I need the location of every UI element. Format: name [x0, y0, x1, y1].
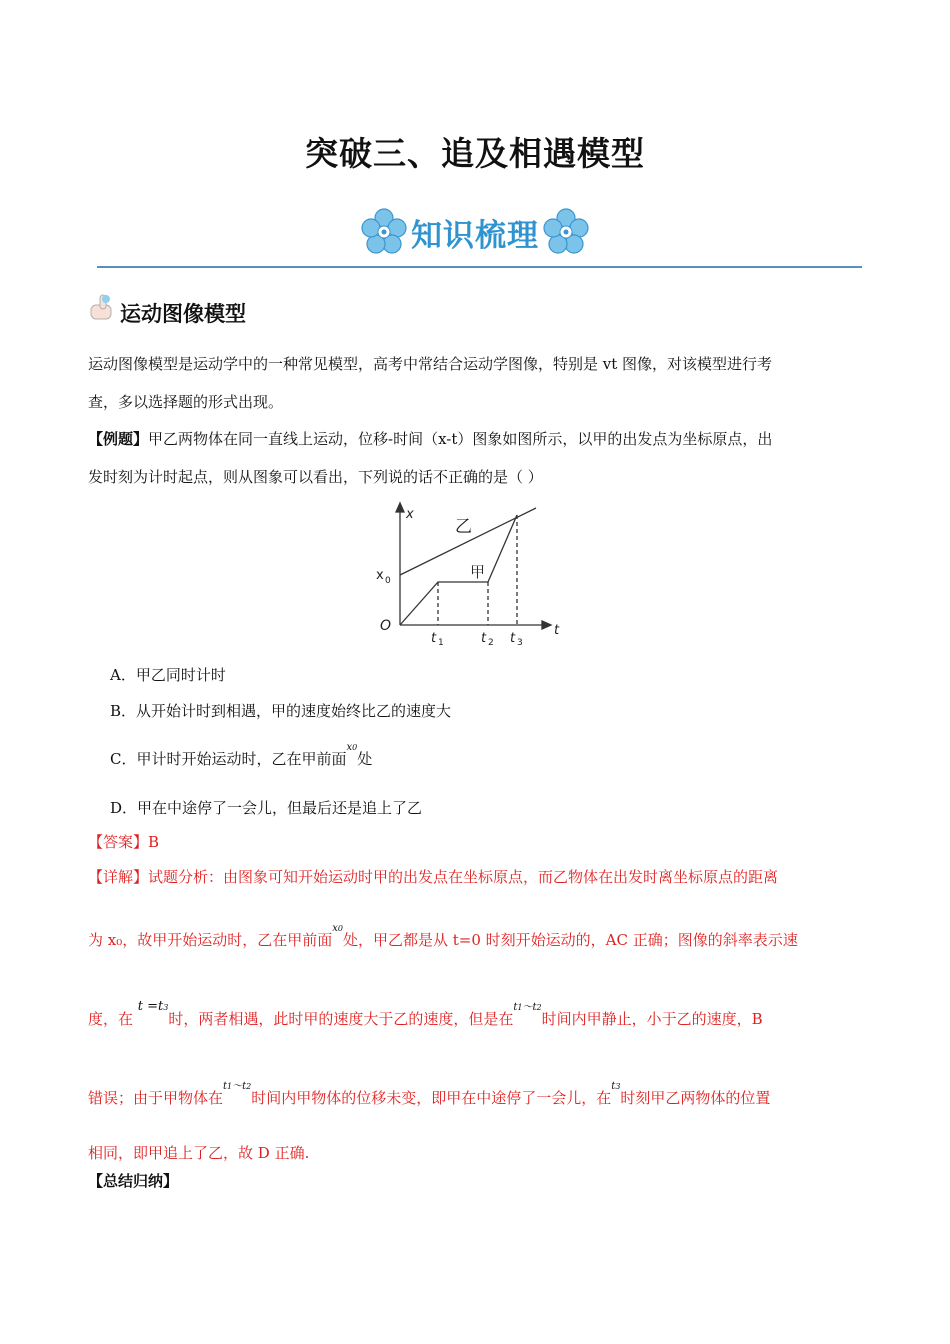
example-line: 发时刻为计时起点，则从图象可以看出，下列说的话不正确的是（ ） [88, 468, 543, 486]
detail-line: 为 x₀，故甲开始运动时，乙在甲前面 [88, 931, 333, 949]
detail-tag: 【详解】 [88, 868, 149, 886]
detail-t3: t3 [611, 1081, 621, 1092]
example-paragraph [88, 420, 864, 496]
option-c-text-end: 处 [357, 750, 373, 768]
detail-eq: t =t3 [137, 999, 169, 1014]
option-c [110, 742, 373, 769]
detail-line: 错误；由于甲物体在 [88, 1089, 224, 1107]
detail-line: 处，甲乙都是从 t=0 时刻开始运动的，AC 正确；图像的斜率表示速 [342, 931, 798, 949]
y-axis-arrow [396, 503, 404, 512]
detail-line: 相同，即甲追上了乙，故 D 正确. [88, 1144, 310, 1162]
detail-paragraph [88, 858, 864, 1172]
flower-icon [359, 207, 409, 257]
detail-range: t1～t2 [513, 1002, 542, 1013]
tick-t1-sub: 1 [438, 638, 444, 648]
detail-line: 时，两者相遇，此时甲的速度大于乙的速度，但是在 [168, 1010, 514, 1028]
x0-label: x [376, 568, 384, 583]
tick-t1: t [431, 631, 437, 646]
detail-line: 时间内甲物体的位移未变，即甲在中途停了一会儿，在 [251, 1089, 612, 1107]
xt-graph [368, 500, 578, 650]
intro-paragraph [88, 345, 864, 421]
section-header [88, 288, 246, 328]
detail-line: 度，在 [88, 1010, 134, 1028]
origin-label: O [380, 618, 392, 634]
tick-t3-sub: 3 [517, 638, 523, 648]
knowledge-banner [340, 200, 610, 264]
section-title: 运动图像模型 [120, 302, 246, 326]
option-c-text: C．甲计时开始运动时，乙在甲前面 [110, 750, 347, 768]
detail-line: 试题分析：由图象可知开始运动时甲的出发点在坐标原点，而乙物体在出发时离坐标原点的距离 [148, 868, 779, 886]
option-c-var: x0 [346, 742, 358, 753]
axis-y-label: x [406, 507, 414, 522]
intro-line: 查，多以选择题的形式出现。 [88, 393, 284, 411]
divider [97, 266, 862, 268]
label-jia: 甲 [470, 563, 486, 581]
hand-pointer-icon [88, 293, 116, 323]
x0-subscript: 0 [385, 576, 391, 586]
flower-icon [541, 207, 591, 257]
detail-var: x0 [332, 923, 343, 934]
example-tag: 【例题】 [88, 430, 149, 448]
x-axis-arrow [542, 621, 551, 629]
answer-tag: 【答案】 [88, 833, 149, 851]
answer-value: B [148, 833, 160, 851]
option-a: A．甲乙同时计时 [110, 666, 226, 684]
summary-tag: 【总结归纳】 [88, 1172, 179, 1190]
tick-t2: t [481, 631, 487, 646]
option-d: D．甲在中途停了一会儿，但最后还是追上了乙 [110, 799, 423, 817]
page-title: 突破三、追及相遇模型 [305, 134, 645, 173]
tick-t3: t [510, 631, 516, 646]
example-line: 甲乙两物体在同一直线上运动，位移-时间（x-t）图象如图所示，以甲的出发点为坐标原点，出 [148, 430, 773, 448]
answer [88, 823, 864, 861]
detail-range: t1～t2 [223, 1081, 252, 1092]
detail-line: 时间内甲静止，小于乙的速度，B [541, 1010, 763, 1028]
tick-t2-sub: 2 [488, 638, 494, 648]
option-b: B．从开始计时到相遇，甲的速度始终比乙的速度大 [110, 702, 452, 720]
intro-line: 运动图像模型是运动学中的一种常见模型，高考中常结合运动学图像，特别是 vt 图像，对该模型进行考 [88, 355, 773, 373]
detail-line: 时刻甲乙两物体的位置 [620, 1089, 771, 1107]
banner-title: 知识梳理 [411, 217, 539, 254]
axis-x-label: t [554, 623, 560, 638]
label-yi: 乙 [455, 517, 472, 537]
